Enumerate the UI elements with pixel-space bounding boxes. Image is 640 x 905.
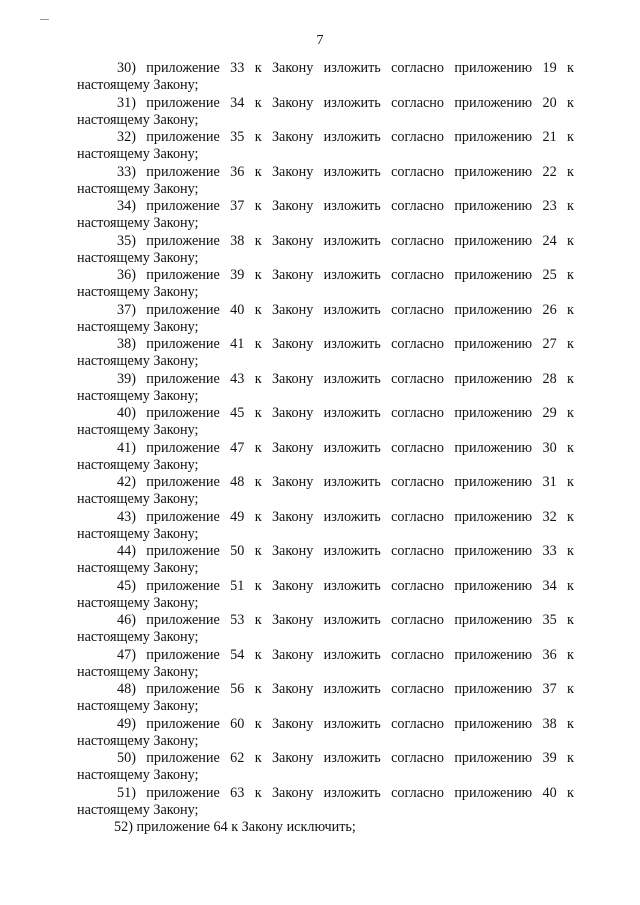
item-continuation: настоящему Закону; [77,387,199,404]
list-item [77,371,574,406]
item-continuation: настоящему Закону; [77,249,199,266]
item-continuation: настоящему Закону; [77,525,199,542]
item-word: согласно [391,612,444,628]
item-first-line [77,60,574,77]
item-word: Закону [271,715,314,732]
item-word: к [254,474,262,490]
item-word: приложение [146,750,220,766]
item-word: приложению [454,543,533,559]
list-item [77,509,574,544]
item-word: к [254,60,262,76]
item-word: Закону [271,232,314,249]
item-word: приложению [454,232,533,249]
item-word: 47) [117,646,136,663]
item-word: изложить [323,750,381,766]
item-word: 29 [542,405,557,421]
item-word: к [567,439,574,456]
item-word: 48) [117,681,136,697]
list-item [77,302,574,337]
list-item [77,612,574,647]
item-word: приложение [146,267,220,283]
item-word: 49) [117,715,136,732]
list-item [77,647,574,682]
last-item: 52) приложение 64 к Закону исключить; [114,819,356,835]
item-continuation: настоящему Закону; [77,491,199,508]
item-word: к [567,474,574,490]
item-word: 56 [230,681,245,697]
item-word: приложение [146,543,220,559]
item-first-line [77,95,574,112]
item-word: 35) [117,232,136,249]
item-word: изложить [323,784,381,801]
item-continuation: настоящему Закону; [77,456,199,473]
list-item [77,198,574,233]
item-continuation: настоящему Закону; [77,663,199,680]
item-word: 36 [542,646,557,663]
item-word: согласно [391,784,444,801]
item-word: изложить [323,129,381,145]
item-word: 30) [117,60,136,76]
item-continuation: настоящему Закону; [77,732,199,749]
item-word: изложить [323,439,381,456]
item-word: к [567,163,574,180]
item-word: приложение [146,784,220,801]
item-word: приложению [454,439,533,456]
item-word: согласно [391,715,444,732]
item-word: 46) [117,612,136,628]
item-word: изложить [323,646,381,663]
item-word: к [254,267,262,283]
item-word: Закону [271,336,314,352]
item-word: 27 [542,336,557,352]
item-word: приложению [454,405,533,421]
item-word: согласно [391,681,444,697]
item-word: согласно [391,543,444,559]
item-word: согласно [391,60,444,76]
item-word: к [567,370,574,387]
item-word: изложить [323,301,381,318]
list-item [77,750,574,785]
item-word: Закону [271,508,314,525]
item-word: согласно [391,232,444,249]
item-first-line [77,750,574,767]
item-word: 31) [117,94,136,111]
item-word: 32 [542,508,557,525]
item-word: приложение [146,474,220,490]
item-word: к [254,646,262,663]
item-word: приложение [146,439,220,456]
item-word: к [254,508,262,525]
item-word: к [254,750,262,766]
item-word: 43) [117,508,136,525]
item-word: 53 [230,612,245,628]
item-word: изложить [323,577,381,594]
item-first-line [77,129,574,146]
item-word: приложение [146,715,220,732]
item-word: приложению [454,715,533,732]
item-word: 36 [230,163,245,180]
item-first-line [77,233,574,250]
item-word: приложение [146,508,220,525]
item-word: приложение [146,301,220,318]
item-word: 23 [542,198,557,214]
item-word: Закону [271,163,314,180]
list-item [77,336,574,371]
item-word: изложить [323,163,381,180]
item-word: к [254,163,262,180]
item-continuation: настоящему Закону; [77,215,199,232]
item-word: согласно [391,267,444,283]
item-word: к [254,370,262,387]
item-word: 28 [542,370,557,387]
item-word: 38 [230,232,245,249]
list-item [77,233,574,268]
item-word: 37 [542,681,557,697]
item-word: 34 [542,577,557,594]
item-word: к [567,301,574,318]
item-word: приложению [454,370,533,387]
item-word: 41) [117,439,136,456]
item-word: согласно [391,750,444,766]
item-word: согласно [391,94,444,111]
item-word: к [254,232,262,249]
item-word: приложению [454,474,533,490]
item-word: изложить [323,94,381,111]
item-continuation: настоящему Закону; [77,77,199,94]
item-word: приложение [146,129,220,145]
item-word: к [567,612,574,628]
item-word: 42) [117,474,136,490]
list-item [77,129,574,164]
item-word: 51) [117,784,136,801]
item-word: приложению [454,198,533,214]
list-item [77,60,574,95]
item-word: Закону [271,198,314,214]
item-continuation: настоящему Закону; [77,422,199,439]
item-word: к [254,577,262,594]
item-word: 33) [117,163,136,180]
item-word: к [254,301,262,318]
item-word: 40 [230,301,245,318]
item-word: к [567,681,574,697]
item-word: приложение [146,405,220,421]
item-word: приложение [146,646,220,663]
item-word: Закону [271,267,314,283]
amendment-list [77,60,574,836]
item-word: приложение [146,577,220,594]
item-word: 41 [230,336,245,352]
item-word: Закону [271,784,314,801]
item-word: приложению [454,508,533,525]
item-word: к [567,336,574,352]
item-word: к [254,715,262,732]
item-word: Закону [271,612,314,628]
item-word: 34 [230,94,245,111]
item-word: приложению [454,612,533,628]
item-first-line [77,267,574,284]
item-word: к [567,646,574,663]
item-word: 40 [542,784,557,801]
item-word: 50) [117,750,136,766]
item-word: 36) [117,267,136,283]
item-continuation: настоящему Закону; [77,629,199,646]
item-word: 40) [117,405,136,421]
item-continuation: настоящему Закону; [77,560,199,577]
item-continuation: настоящему Закону; [77,284,199,301]
list-item [77,474,574,509]
list-item [77,267,574,302]
item-first-line [77,405,574,422]
item-word: 25 [542,267,557,283]
item-word: Закону [271,681,314,697]
page-number: 7 [316,33,324,48]
item-word: 62 [230,750,245,766]
item-word: приложению [454,336,533,352]
item-word: приложению [454,577,533,594]
item-word: 35 [542,612,557,628]
item-word: изложить [323,715,381,732]
item-word: Закону [271,750,314,766]
item-word: к [567,198,574,214]
item-word: 39 [230,267,245,283]
item-word: к [254,784,262,801]
list-item [77,543,574,578]
item-word: к [567,405,574,421]
item-word: 38) [117,336,136,352]
item-first-line [77,302,574,319]
item-word: Закону [271,301,314,318]
item-word: приложению [454,267,533,283]
item-word: к [254,198,262,214]
item-first-line [77,578,574,595]
item-first-line [77,785,574,802]
item-continuation: настоящему Закону; [77,180,199,197]
item-word: изложить [323,612,381,628]
item-word: приложение [146,163,220,180]
item-word: 44) [117,543,136,559]
item-word: согласно [391,301,444,318]
item-word: 43 [230,370,245,387]
item-word: приложение [146,612,220,628]
item-word: приложению [454,94,533,111]
scan-corner-mark [40,19,49,20]
list-item [77,95,574,130]
item-word: согласно [391,508,444,525]
item-word: приложению [454,646,533,663]
item-word: изложить [323,267,381,283]
item-first-line [77,164,574,181]
item-word: приложение [146,198,220,214]
item-continuation: настоящему Закону; [77,801,199,818]
item-word: приложению [454,750,533,766]
item-word: изложить [323,336,381,352]
item-continuation: настоящему Закону; [77,146,199,163]
item-word: приложению [454,60,533,76]
item-word: изложить [323,60,381,76]
item-word: согласно [391,577,444,594]
list-item [77,716,574,751]
item-continuation: настоящему Закону; [77,698,199,715]
item-word: 60 [230,715,245,732]
list-item [77,785,574,820]
item-word: приложение [146,681,220,697]
list-item [77,164,574,199]
item-word: Закону [271,370,314,387]
item-first-line [77,509,574,526]
item-first-line [77,198,574,215]
item-word: Закону [271,94,314,111]
item-word: приложение [146,60,220,76]
item-word: Закону [271,60,314,76]
item-word: 21 [542,129,557,145]
item-first-line [77,681,574,698]
item-first-line [77,474,574,491]
item-word: изложить [323,198,381,214]
item-word: изложить [323,543,381,559]
item-word: 34) [117,198,136,214]
item-word: к [254,681,262,697]
item-word: 22 [542,163,557,180]
item-word: приложению [454,784,533,801]
item-word: к [567,60,574,76]
item-word: 63 [230,784,245,801]
item-first-line [77,371,574,388]
item-word: к [567,267,574,283]
item-word: к [567,750,574,766]
item-word: Закону [271,577,314,594]
item-continuation: настоящему Закону; [77,111,199,128]
item-word: изложить [323,474,381,490]
item-word: к [254,405,262,421]
item-word: согласно [391,163,444,180]
item-word: к [567,784,574,801]
item-word: 37 [230,198,245,214]
item-first-line [77,336,574,353]
list-item [77,578,574,613]
item-word: 54 [230,646,245,663]
item-word: 39) [117,370,136,387]
item-word: 30 [542,439,557,456]
item-word: 45) [117,577,136,594]
item-word: 37) [117,301,136,318]
item-first-line [77,543,574,560]
item-word: согласно [391,439,444,456]
item-word: приложению [454,681,533,697]
item-word: приложение [146,94,220,111]
item-word: к [567,232,574,249]
item-word: приложению [454,301,533,318]
item-word: приложение [146,370,220,387]
list-item [77,681,574,716]
item-word: 20 [542,94,557,111]
item-word: согласно [391,405,444,421]
item-continuation: настоящему Закону; [77,318,199,335]
item-word: 45 [230,405,245,421]
item-first-line [77,612,574,629]
list-item [77,440,574,475]
item-word: 31 [542,474,557,490]
item-continuation: настоящему Закону; [77,353,199,370]
item-word: 39 [542,750,557,766]
item-word: приложение [146,232,220,249]
item-word: 24 [542,232,557,249]
item-word: 26 [542,301,557,318]
item-continuation: настоящему Закону; [77,594,199,611]
item-word: к [567,508,574,525]
item-word: к [254,129,262,145]
item-word: к [567,543,574,559]
item-word: согласно [391,474,444,490]
item-first-line [77,440,574,457]
item-word: Закону [271,439,314,456]
item-word: приложению [454,163,533,180]
item-word: Закону [271,646,314,663]
item-word: согласно [391,198,444,214]
item-word: к [254,336,262,352]
item-word: согласно [391,370,444,387]
item-word: 51 [230,577,245,594]
item-word: к [567,94,574,111]
item-word: изложить [323,405,381,421]
item-word: к [254,612,262,628]
item-continuation: настоящему Закону; [77,767,199,784]
item-word: согласно [391,336,444,352]
item-word: изложить [323,681,381,697]
item-word: 19 [542,60,557,76]
item-word: изложить [323,232,381,249]
item-word: к [254,94,262,111]
item-word: согласно [391,129,444,145]
item-word: к [254,543,262,559]
item-word: 35 [230,129,245,145]
item-word: 49 [230,508,245,525]
item-word: к [567,715,574,732]
item-word: 47 [230,439,245,456]
item-word: к [254,439,262,456]
item-word: 38 [542,715,557,732]
item-word: 48 [230,474,245,490]
item-word: изложить [323,508,381,525]
item-first-line [77,647,574,664]
item-word: 32) [117,129,136,145]
item-word: согласно [391,646,444,663]
item-word: к [567,577,574,594]
item-word: 33 [230,60,245,76]
item-word: изложить [323,370,381,387]
item-word: приложение [146,336,220,352]
item-word: Закону [271,405,314,421]
item-word: 50 [230,543,245,559]
item-word: Закону [271,129,314,145]
item-word: Закону [271,474,314,490]
item-first-line [77,716,574,733]
item-word: к [567,129,574,145]
item-word: Закону [271,543,314,559]
item-word: приложению [454,129,533,145]
list-item [77,405,574,440]
item-word: 33 [542,543,557,559]
